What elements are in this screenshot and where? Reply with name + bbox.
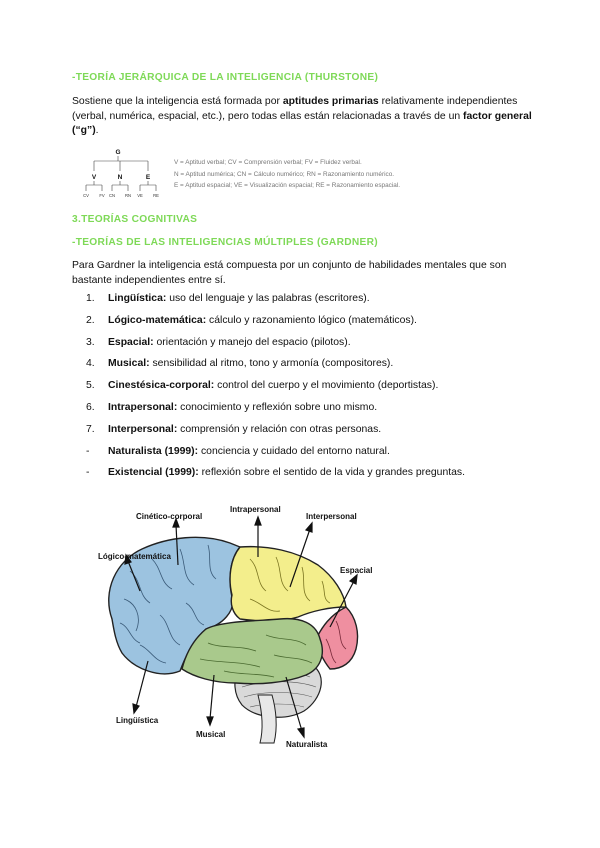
diagram-node-e: E (145, 174, 151, 181)
brain-figure (90, 499, 388, 751)
list-marker: 5. (86, 380, 95, 392)
label-interpersonal: Interpersonal (306, 512, 357, 521)
list-marker: 3. (86, 336, 95, 348)
list-item (86, 336, 526, 358)
list-marker: - (86, 445, 90, 457)
diagram-node-g: G (115, 149, 121, 156)
diagram-legend (174, 157, 400, 192)
list-desc: control del cuerpo y el movimiento (deportistas). (214, 380, 439, 392)
list-item (86, 423, 526, 445)
list-marker: 2. (86, 314, 95, 326)
brain-occipital-lobe (316, 607, 358, 669)
list-marker: 1. (86, 293, 95, 304)
list-item (86, 292, 526, 314)
list-term: Intrapersonal: (108, 401, 178, 413)
brain-parietal-lobe (230, 547, 346, 621)
diagram-leaf: CV (83, 193, 89, 198)
diagram-node-n: N (117, 174, 123, 181)
list-marker: 7. (86, 423, 95, 435)
legend-line-verbal: V = Aptitud verbal; CV = Comprensión verbal; FV = Fluidez verbal. (174, 159, 362, 166)
list-desc: cálculo y razonamiento lógico (matemáticos). (206, 314, 417, 326)
section-title-cognitive: 3.TEORÍAS COGNITIVAS (72, 214, 198, 225)
list-item (86, 379, 526, 401)
list-term: Espacial: (108, 336, 154, 348)
list-marker: 6. (86, 401, 95, 413)
list-desc: uso del lenguaje y las palabras (escritores). (166, 293, 370, 304)
diagram-node-v: V (91, 174, 97, 181)
list-desc: orientación y manejo del espacio (pilotos). (153, 336, 351, 348)
list-item (86, 314, 526, 336)
list-term: Lógico-matemática: (108, 314, 207, 326)
gardner-intro: Para Gardner la inteligencia está compuesta por un conjunto de habilidades mentales que son bastante independientes entre sí. (72, 260, 507, 286)
list-desc: comprensión y relación con otras personas. (177, 423, 382, 435)
label-naturalista: Naturalista (286, 740, 328, 749)
legend-line-numeric: N = Aptitud numérica; CN = Cálculo numérico; RN = Razonamiento numérico. (174, 170, 395, 178)
list-item (86, 401, 526, 423)
list-item (86, 466, 526, 488)
diagram-leaf: VE (137, 193, 143, 198)
list-marker: 4. (86, 358, 95, 370)
list-desc: reflexión sobre el sentido de la vida y grandes preguntas. (198, 467, 465, 479)
section-title-gardner: -TEORÍAS DE LAS INTELIGENCIAS MÚLTIPLES (GARDNER) (72, 237, 378, 248)
diagram-leaf: CN (108, 193, 116, 198)
label-linguistica: Lingüística (116, 716, 159, 725)
list-item (86, 357, 526, 379)
thurstone-paragraph (72, 95, 532, 139)
bold-term-aptitudes: aptitudes primarias (282, 96, 379, 107)
label-musical: Musical (196, 730, 226, 739)
list-term: Existencial (1999): (108, 467, 199, 479)
label-intrapersonal: Intrapersonal (230, 505, 281, 514)
intelligences-list (86, 292, 526, 488)
legend-line-spatial: E = Aptitud espacial; VE = Visualización espacial; RE = Razonamiento espacial. (174, 182, 400, 189)
brain-stem (258, 695, 276, 743)
list-term: Cinestésica-corporal: (108, 380, 215, 392)
bold-term-factor-g: factor general (“g”) (72, 110, 532, 136)
list-desc: sensibilidad al ritmo, tono y armonía (compositores). (149, 358, 394, 370)
diagram-leaf: FV (99, 193, 105, 198)
list-term: Interpersonal: (108, 423, 178, 435)
text-run: relativamente independientes (verbal, numérica, espacial, etc.), pero todas ellas están relacionadas a través de un (72, 96, 518, 122)
hierarchy-diagram (82, 147, 172, 205)
text-run: . (95, 125, 99, 136)
list-item (86, 445, 526, 467)
list-term: Naturalista (1999): (108, 445, 199, 457)
list-term: Lingüística: (108, 293, 167, 304)
list-term: Musical: (108, 358, 150, 370)
label-espacial: Espacial (340, 566, 373, 575)
text-run: Sostiene que la inteligencia está formada por (72, 96, 283, 107)
label-logico-matematica: Lógico-matemática (98, 552, 171, 561)
list-desc: conciencia y cuidado del entorno natural. (198, 445, 390, 457)
diagram-leaf: RE (153, 193, 159, 198)
label-cinetico-corporal: Cinético-corporal (136, 512, 203, 521)
section-title-thurstone: -TEORÍA JERÁRQUICA DE LA INTELIGENCIA (THURSTONE) (72, 72, 379, 83)
list-marker: - (86, 467, 90, 479)
list-desc: conocimiento y reflexión sobre uno mismo. (177, 401, 378, 413)
diagram-leaf: RN (124, 193, 132, 198)
